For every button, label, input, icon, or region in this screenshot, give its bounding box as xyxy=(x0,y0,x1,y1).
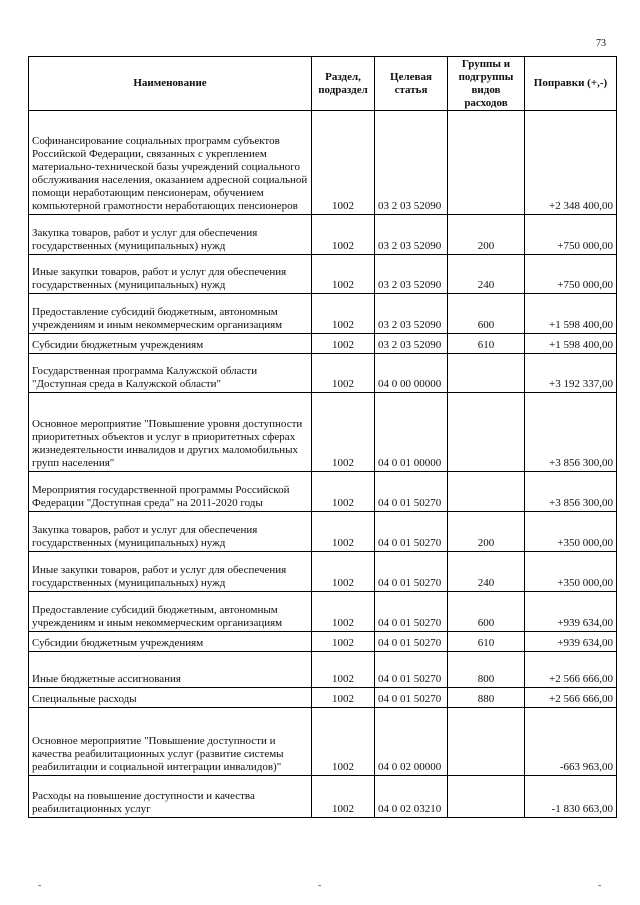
row-amount: +750 000,00 xyxy=(525,215,617,255)
scan-mark: - xyxy=(318,880,322,891)
table-row xyxy=(29,552,617,592)
table-row xyxy=(29,393,617,472)
row-section: 1002 xyxy=(312,708,375,776)
row-target: 03 2 03 52090 xyxy=(375,215,448,255)
row-target: 04 0 01 50270 xyxy=(375,592,448,632)
table-row xyxy=(29,334,617,354)
row-amount: +2 566 666,00 xyxy=(525,688,617,708)
table-row xyxy=(29,294,617,334)
row-name: Мероприятия государственной программы Российской Федерации "Доступная среда" на 2011-2020 годы xyxy=(29,472,312,512)
row-section: 1002 xyxy=(312,472,375,512)
row-section: 1002 xyxy=(312,334,375,354)
row-target: 04 0 02 00000 xyxy=(375,708,448,776)
row-section: 1002 xyxy=(312,632,375,652)
row-amount: +1 598 400,00 xyxy=(525,334,617,354)
row-target: 04 0 01 50270 xyxy=(375,552,448,592)
row-amount: +2 566 666,00 xyxy=(525,652,617,688)
row-name: Софинансирование социальных программ субъектов Российской Федерации, связанных с укреплением материально-технической базы учреждений социального обслуживания населения, оказанием адресной социальной помощи неработающим пенсионерам, обучением компьютерной грамотности неработающих пенсионеров xyxy=(29,111,312,215)
header-amendments: Поправки (+,-) xyxy=(525,57,617,111)
row-name: Субсидии бюджетным учреждениям xyxy=(29,632,312,652)
table-row xyxy=(29,354,617,393)
header-name: Наименование xyxy=(29,57,312,111)
row-group xyxy=(448,354,525,393)
row-amount: -663 963,00 xyxy=(525,708,617,776)
table-row xyxy=(29,688,617,708)
row-section: 1002 xyxy=(312,688,375,708)
row-name: Закупка товаров, работ и услуг для обеспечения государственных (муниципальных) нужд xyxy=(29,512,312,552)
row-target: 04 0 02 03210 xyxy=(375,776,448,818)
row-group: 240 xyxy=(448,255,525,294)
row-name: Иные бюджетные ассигнования xyxy=(29,652,312,688)
row-amount: +3 856 300,00 xyxy=(525,393,617,472)
row-section: 1002 xyxy=(312,552,375,592)
table-row xyxy=(29,472,617,512)
row-target: 03 2 03 52090 xyxy=(375,111,448,215)
row-amount: +2 348 400,00 xyxy=(525,111,617,215)
table-row xyxy=(29,776,617,818)
table-row xyxy=(29,255,617,294)
row-group: 610 xyxy=(448,334,525,354)
row-group xyxy=(448,111,525,215)
row-target: 04 0 01 00000 xyxy=(375,393,448,472)
row-target: 03 2 03 52090 xyxy=(375,334,448,354)
row-amount: +939 634,00 xyxy=(525,592,617,632)
table-row xyxy=(29,111,617,215)
row-name: Предоставление субсидий бюджетным, автономным учреждениям и иным некоммерческим организациям xyxy=(29,294,312,334)
row-amount: +3 192 337,00 xyxy=(525,354,617,393)
row-name: Основное мероприятие "Повышение уровня доступности приоритетных объектов и услуг в приоритетных сферах жизнедеятельности инвалидов и других маломобильных групп населения" xyxy=(29,393,312,472)
header-target: Целевая статья xyxy=(375,57,448,111)
row-section: 1002 xyxy=(312,354,375,393)
row-name: Государственная программа Калужской области "Доступная среда в Калужской области" xyxy=(29,354,312,393)
row-name: Расходы на повышение доступности и качества реабилитационных услуг xyxy=(29,776,312,818)
row-name: Субсидии бюджетным учреждениям xyxy=(29,334,312,354)
row-section: 1002 xyxy=(312,592,375,632)
row-name: Закупка товаров, работ и услуг для обеспечения государственных (муниципальных) нужд xyxy=(29,215,312,255)
table-row xyxy=(29,708,617,776)
row-target: 03 2 03 52090 xyxy=(375,255,448,294)
row-name: Специальные расходы xyxy=(29,688,312,708)
row-target: 04 0 01 50270 xyxy=(375,512,448,552)
row-section: 1002 xyxy=(312,111,375,215)
row-amount: +750 000,00 xyxy=(525,255,617,294)
row-group: 200 xyxy=(448,215,525,255)
row-amount: +1 598 400,00 xyxy=(525,294,617,334)
row-group xyxy=(448,708,525,776)
row-name: Иные закупки товаров, работ и услуг для обеспечения государственных (муниципальных) нужд xyxy=(29,255,312,294)
row-amount: -1 830 663,00 xyxy=(525,776,617,818)
scan-mark: - xyxy=(598,880,602,891)
row-amount: +939 634,00 xyxy=(525,632,617,652)
row-target: 04 0 01 50270 xyxy=(375,632,448,652)
row-section: 1002 xyxy=(312,294,375,334)
scan-mark: - xyxy=(38,880,42,891)
row-section: 1002 xyxy=(312,255,375,294)
row-section: 1002 xyxy=(312,776,375,818)
row-target: 04 0 01 50270 xyxy=(375,472,448,512)
row-target: 03 2 03 52090 xyxy=(375,294,448,334)
table-header-row xyxy=(29,57,617,111)
row-target: 04 0 01 50270 xyxy=(375,688,448,708)
table-row xyxy=(29,215,617,255)
row-section: 1002 xyxy=(312,652,375,688)
row-group: 880 xyxy=(448,688,525,708)
budget-amendments-table xyxy=(28,56,617,818)
table-row xyxy=(29,592,617,632)
row-name: Предоставление субсидий бюджетным, автономным учреждениям и иным некоммерческим организациям xyxy=(29,592,312,632)
row-section: 1002 xyxy=(312,512,375,552)
header-groups: Группы и подгруппы видов расходов xyxy=(448,57,525,111)
row-group: 600 xyxy=(448,592,525,632)
row-amount: +350 000,00 xyxy=(525,552,617,592)
table-row xyxy=(29,652,617,688)
table-row xyxy=(29,512,617,552)
row-target: 04 0 01 50270 xyxy=(375,652,448,688)
row-amount: +350 000,00 xyxy=(525,512,617,552)
row-name: Основное мероприятие "Повышение доступности и качества реабилитационных услуг (развитие системы реабилитации и социальной интеграции инвалидов)" xyxy=(29,708,312,776)
table-row xyxy=(29,632,617,652)
row-group: 600 xyxy=(448,294,525,334)
row-name: Иные закупки товаров, работ и услуг для обеспечения государственных (муниципальных) нужд xyxy=(29,552,312,592)
row-group: 240 xyxy=(448,552,525,592)
row-target: 04 0 00 00000 xyxy=(375,354,448,393)
row-amount: +3 856 300,00 xyxy=(525,472,617,512)
row-group: 200 xyxy=(448,512,525,552)
row-group: 610 xyxy=(448,632,525,652)
page-number: 73 xyxy=(596,38,606,49)
row-group xyxy=(448,776,525,818)
row-group: 800 xyxy=(448,652,525,688)
header-section: Раздел, подраздел xyxy=(312,57,375,111)
row-section: 1002 xyxy=(312,215,375,255)
row-section: 1002 xyxy=(312,393,375,472)
row-group xyxy=(448,393,525,472)
row-group xyxy=(448,472,525,512)
